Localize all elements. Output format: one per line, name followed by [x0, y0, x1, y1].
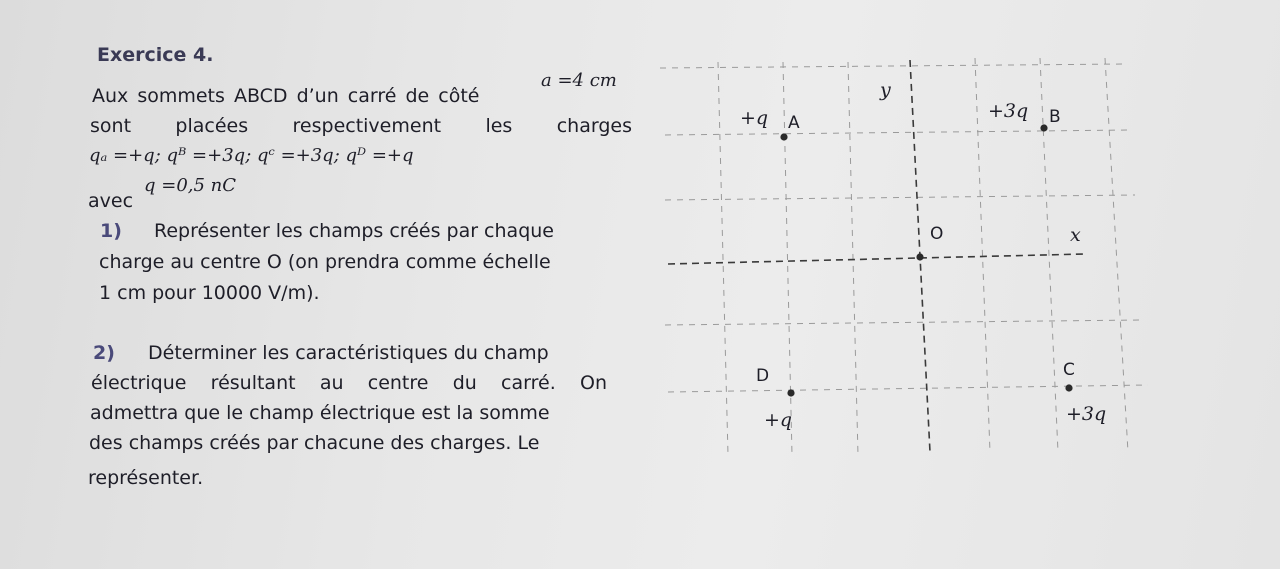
intro-line-2: sont placées respectivement les charges — [90, 115, 632, 137]
question-2-line-5: représenter. — [88, 467, 204, 489]
center-o-label: O — [930, 224, 944, 244]
avec-label: avec — [88, 190, 134, 212]
point-d-dot — [787, 389, 794, 396]
x-axis-line — [668, 254, 1085, 264]
center-o-dot — [916, 253, 923, 260]
charge-a-label: +q — [740, 107, 769, 129]
point-c-label: C — [1063, 360, 1075, 380]
point-a-dot — [780, 133, 787, 140]
question-1-line-1: Représenter les champs créés par chaque — [154, 220, 554, 242]
charge-b-label: +3q — [988, 100, 1029, 122]
question-1-number: 1) — [100, 220, 122, 242]
charge-d-label: +q — [764, 409, 793, 431]
intro-line-1: Aux sommets ABCD d’un carré de côté — [92, 85, 480, 107]
y-axis-label: y — [880, 79, 891, 101]
exercise-title: Exercice 4. — [97, 44, 214, 66]
question-1-line-3: 1 cm pour 10000 V/m). — [99, 282, 320, 304]
question-1-line-2: charge au centre O (on prendra comme échelle — [99, 251, 551, 273]
question-2-line-1: Déterminer les caractéristiques du champ — [148, 342, 549, 364]
charges-formula: qₐ =+q; qᴮ =+3q; qᶜ =+3q; qᴰ =+q — [89, 145, 414, 166]
dashed-grid — [660, 58, 1148, 455]
x-axis-label: x — [1070, 224, 1081, 246]
question-2-line-4: des champs créés par chacune des charges. Le — [89, 432, 540, 454]
point-b-dot — [1040, 124, 1047, 131]
side-length: a =4 cm — [541, 70, 617, 91]
question-2-line-2: électrique résultant au centre du carré. On — [91, 372, 607, 394]
charge-c-label: +3q — [1066, 403, 1107, 425]
point-b-label: B — [1049, 107, 1061, 127]
point-c-dot — [1065, 384, 1072, 391]
question-2-number: 2) — [93, 342, 115, 364]
point-a-label: A — [788, 113, 800, 133]
q-value: q =0,5 nC — [144, 175, 237, 196]
question-2-line-3: admettra que le champ électrique est la somme — [90, 402, 550, 424]
point-d-label: D — [756, 366, 770, 386]
